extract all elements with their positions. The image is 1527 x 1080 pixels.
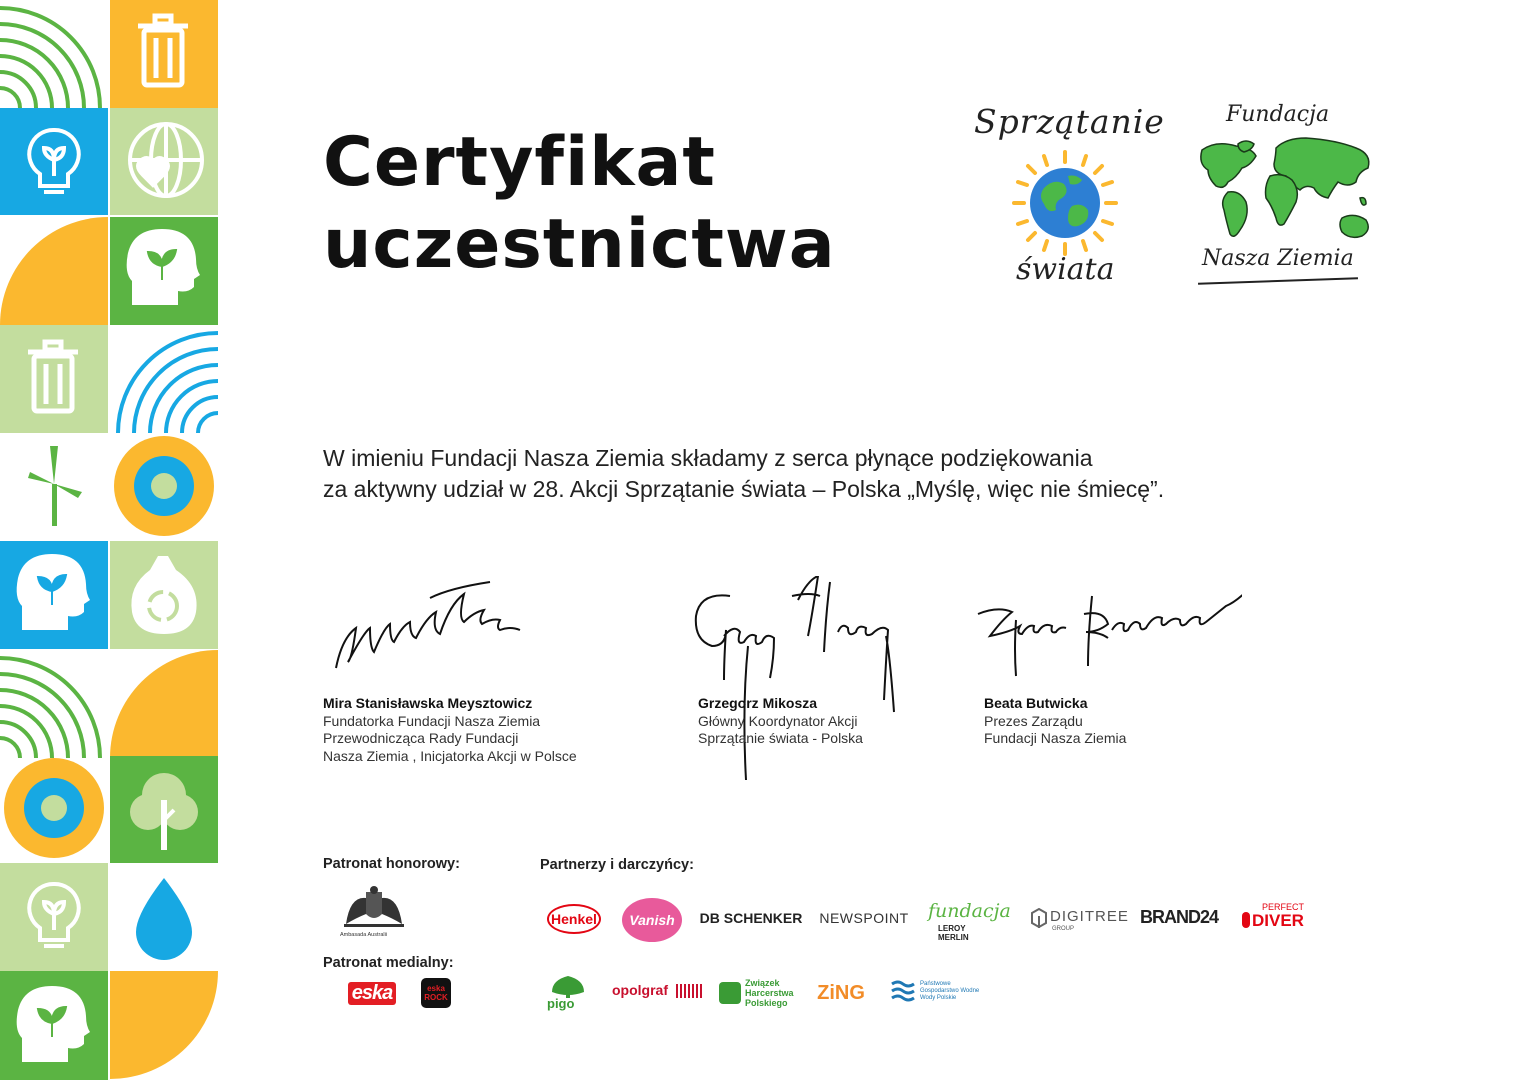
world-map-icon [1192,136,1382,256]
logo-nasza-ziemia-text: Nasza Ziemia [1202,246,1354,271]
zing-logo: ZiNG [817,981,865,1004]
zhp-logo: Związek Harcerstwa Polskiego [719,976,797,1010]
logo-fundacja-text: Fundacja [1226,102,1330,127]
eska-logo: eska [340,982,404,1004]
thanks-line-2: za aktywny udział w 28. Akcji Sprzątanie świata – Polska „Myślę, więc nie śmiecę”. [323,476,1165,502]
embassy-caption: Ambasada Australii [340,932,388,938]
sprzatanie-swiata-logo [970,100,1165,295]
pigo-logo: pigo [543,974,593,1012]
db-schenker-logo: DB SCHENKER [699,910,803,926]
signer-role: Fundatorka Fundacji Nasza Ziemia [323,712,541,729]
perfect-diver-mark [1242,912,1250,928]
brand24-logo: BRAND24 [1139,906,1219,927]
earth-sun-icon [1010,148,1120,258]
decorative-side-panel [0,0,220,1080]
eska-rock-logo: eska ROCK [421,978,451,1008]
signer-name: Mira Stanisławska Meysztowicz [323,695,533,711]
certificate-title [323,122,836,286]
signer-role: Nasza Ziemia , Inicjatorka Akcji w Polsce [323,747,577,764]
media-patronage-label: Patronat medialny: [323,955,454,971]
signer-role: Główny Koordynator Akcji [698,712,858,729]
waves-icon [890,978,916,1004]
signer-2 [698,695,863,748]
digitree-logo: DIGITREE GROUP [1030,906,1120,936]
signer-1 [323,695,577,765]
honorary-patronage-label: Patronat honorowy: [323,856,460,872]
thanks-line-1: W imieniu Fundacji Nasza Ziemia składamy z serca płynące podziękowania [323,445,1093,471]
digitree-icon [1030,908,1048,930]
globe-heart-icon [130,124,202,196]
signer-role: Fundacji Nasza Ziemia [984,730,1127,746]
perfect-diver-logo: PERFECT DIVER [1240,902,1320,932]
signature-2 [690,576,915,786]
signature-1 [330,578,560,678]
signer-name: Beata Butwicka [984,695,1088,711]
title-line-2: uczestnictwa [323,205,836,284]
logo-sprzatanie-text: Sprzątanie [974,102,1165,141]
partners-label: Partnerzy i darczyńcy: [540,857,694,873]
newspoint-logo: NEWSPOINT [819,910,909,926]
opolgraf-logo: opolgraf [612,982,704,1004]
logo-underline [1198,277,1358,285]
target-circle [114,436,214,536]
coat-of-arms-icon [336,884,412,930]
fundacja-nasza-ziemia-logo [1192,100,1382,295]
title-line-1: Certyfikat [323,123,716,202]
signer-role: Sprzątanie świata - Polska [698,730,863,746]
signer-role: Przewodnicząca Rady Fundacji [323,730,519,746]
logo-swiata-text: świata [1016,252,1115,287]
water-drop-icon [136,878,192,960]
thanks-text [323,443,1164,505]
signature-3 [972,580,1242,680]
zhp-lily-icon [719,982,741,1004]
vanish-logo: Vanish [622,898,682,942]
signer-role: Prezes Zarządu [984,712,1083,729]
opolgraf-barcode [676,984,702,998]
wody-polskie-logo: Państwowe Gospodarstwo Wodne Wody Polskie [890,978,982,1006]
wind-turbine-icon [28,446,82,526]
target-circle [4,758,104,858]
signer-3 [984,695,1126,748]
henkel-logo: Henkel [547,904,601,934]
signer-name: Grzegorz Mikosza [698,695,818,711]
australian-embassy-logo [336,884,412,942]
fundacja-leroy-merlin-logo: fundacja LEROY MERLIN [928,900,1011,942]
